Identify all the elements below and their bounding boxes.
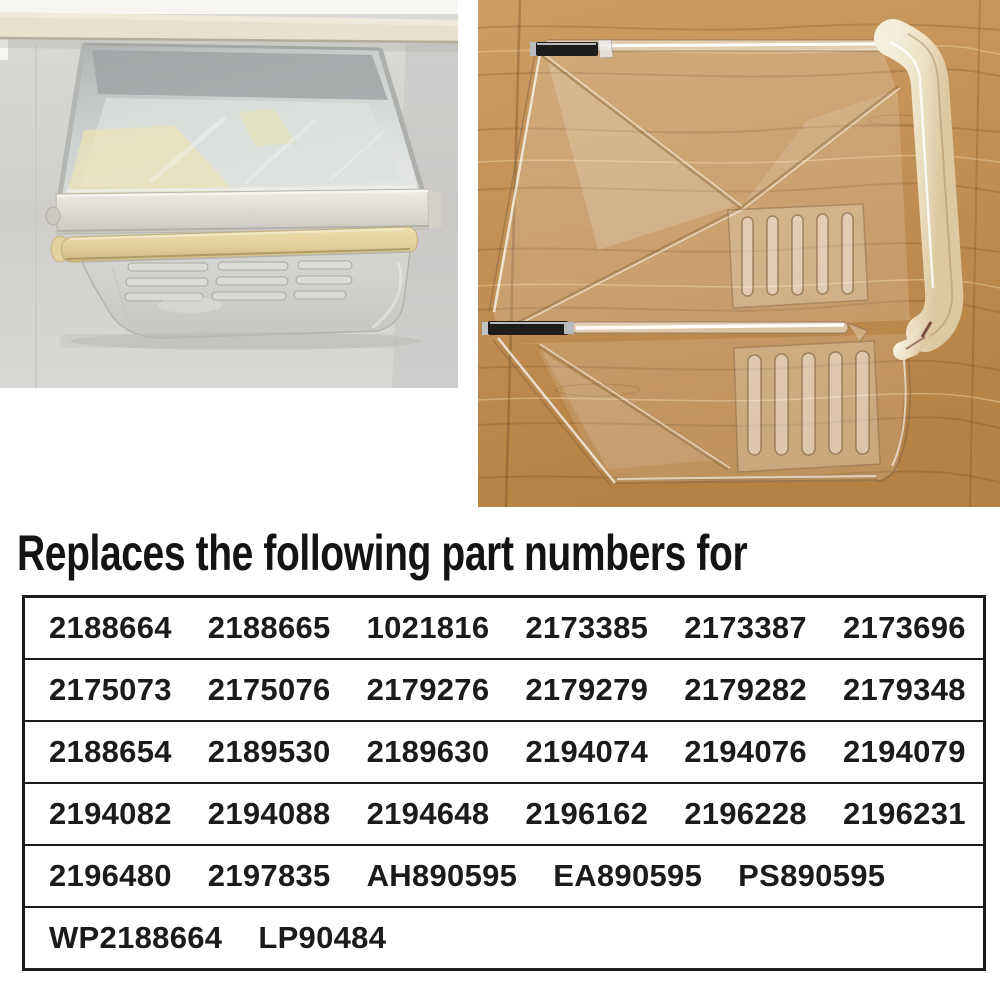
table-row: [25, 660, 983, 722]
part-number: 2194082: [49, 796, 172, 831]
drawer-shadow: [60, 332, 420, 350]
part-number: 2188665: [207, 610, 331, 645]
part-number: 2196480: [49, 858, 172, 893]
table-row: [25, 598, 983, 660]
part-number: 2194079: [842, 734, 966, 769]
part-number: 2197835: [207, 858, 331, 893]
table-row: [25, 784, 983, 846]
part-number: 2194648: [366, 796, 490, 831]
part-number: LP90484: [258, 920, 387, 955]
part-number: 2196231: [842, 796, 966, 831]
ribbed-panel-upper: [728, 204, 868, 308]
part-number: 2173696: [842, 610, 966, 645]
top-metal-clip: [530, 40, 613, 58]
part-number: PS890595: [738, 858, 886, 893]
table-row: [25, 908, 983, 968]
part-number: 2196162: [525, 796, 649, 831]
installed-drawer-illustration: [0, 0, 458, 388]
clear-drawer-front: [82, 252, 410, 338]
part-numbers-table: [22, 595, 986, 971]
table-row: [25, 722, 983, 784]
part-number: AH890595: [366, 858, 518, 893]
part-number: 2194076: [684, 734, 807, 769]
part-number: 2179348: [842, 672, 966, 707]
part-number: 2179276: [366, 672, 490, 707]
installed-drawer-photo: [0, 0, 458, 388]
ribbed-panel-lower: [734, 341, 880, 472]
part-number: 2188654: [49, 734, 172, 769]
part-number: 2173387: [684, 610, 807, 645]
part-number: 2189530: [207, 734, 331, 769]
part-number: WP2188664: [49, 920, 223, 955]
table-row: [25, 846, 983, 908]
part-number: 2196228: [684, 796, 807, 831]
part-number: EA890595: [553, 858, 703, 893]
part-number: 2175073: [49, 672, 172, 707]
product-drawer-illustration: [478, 0, 1000, 507]
page-title: Replaces the following part numbers for: [17, 525, 748, 581]
product-drawer-photo: [478, 0, 1000, 507]
part-number: 2194074: [525, 734, 649, 769]
middle-metal-clip: [482, 321, 574, 335]
part-number: 2194088: [207, 796, 331, 831]
part-number: 2175076: [207, 672, 331, 707]
part-number: 2179282: [684, 672, 807, 707]
part-number: 2179279: [525, 672, 649, 707]
part-number: 1021816: [366, 610, 490, 645]
glass-shelf: [59, 44, 424, 200]
part-number: 2189630: [366, 734, 490, 769]
part-number: 2188664: [49, 610, 172, 645]
part-number: 2173385: [525, 610, 649, 645]
